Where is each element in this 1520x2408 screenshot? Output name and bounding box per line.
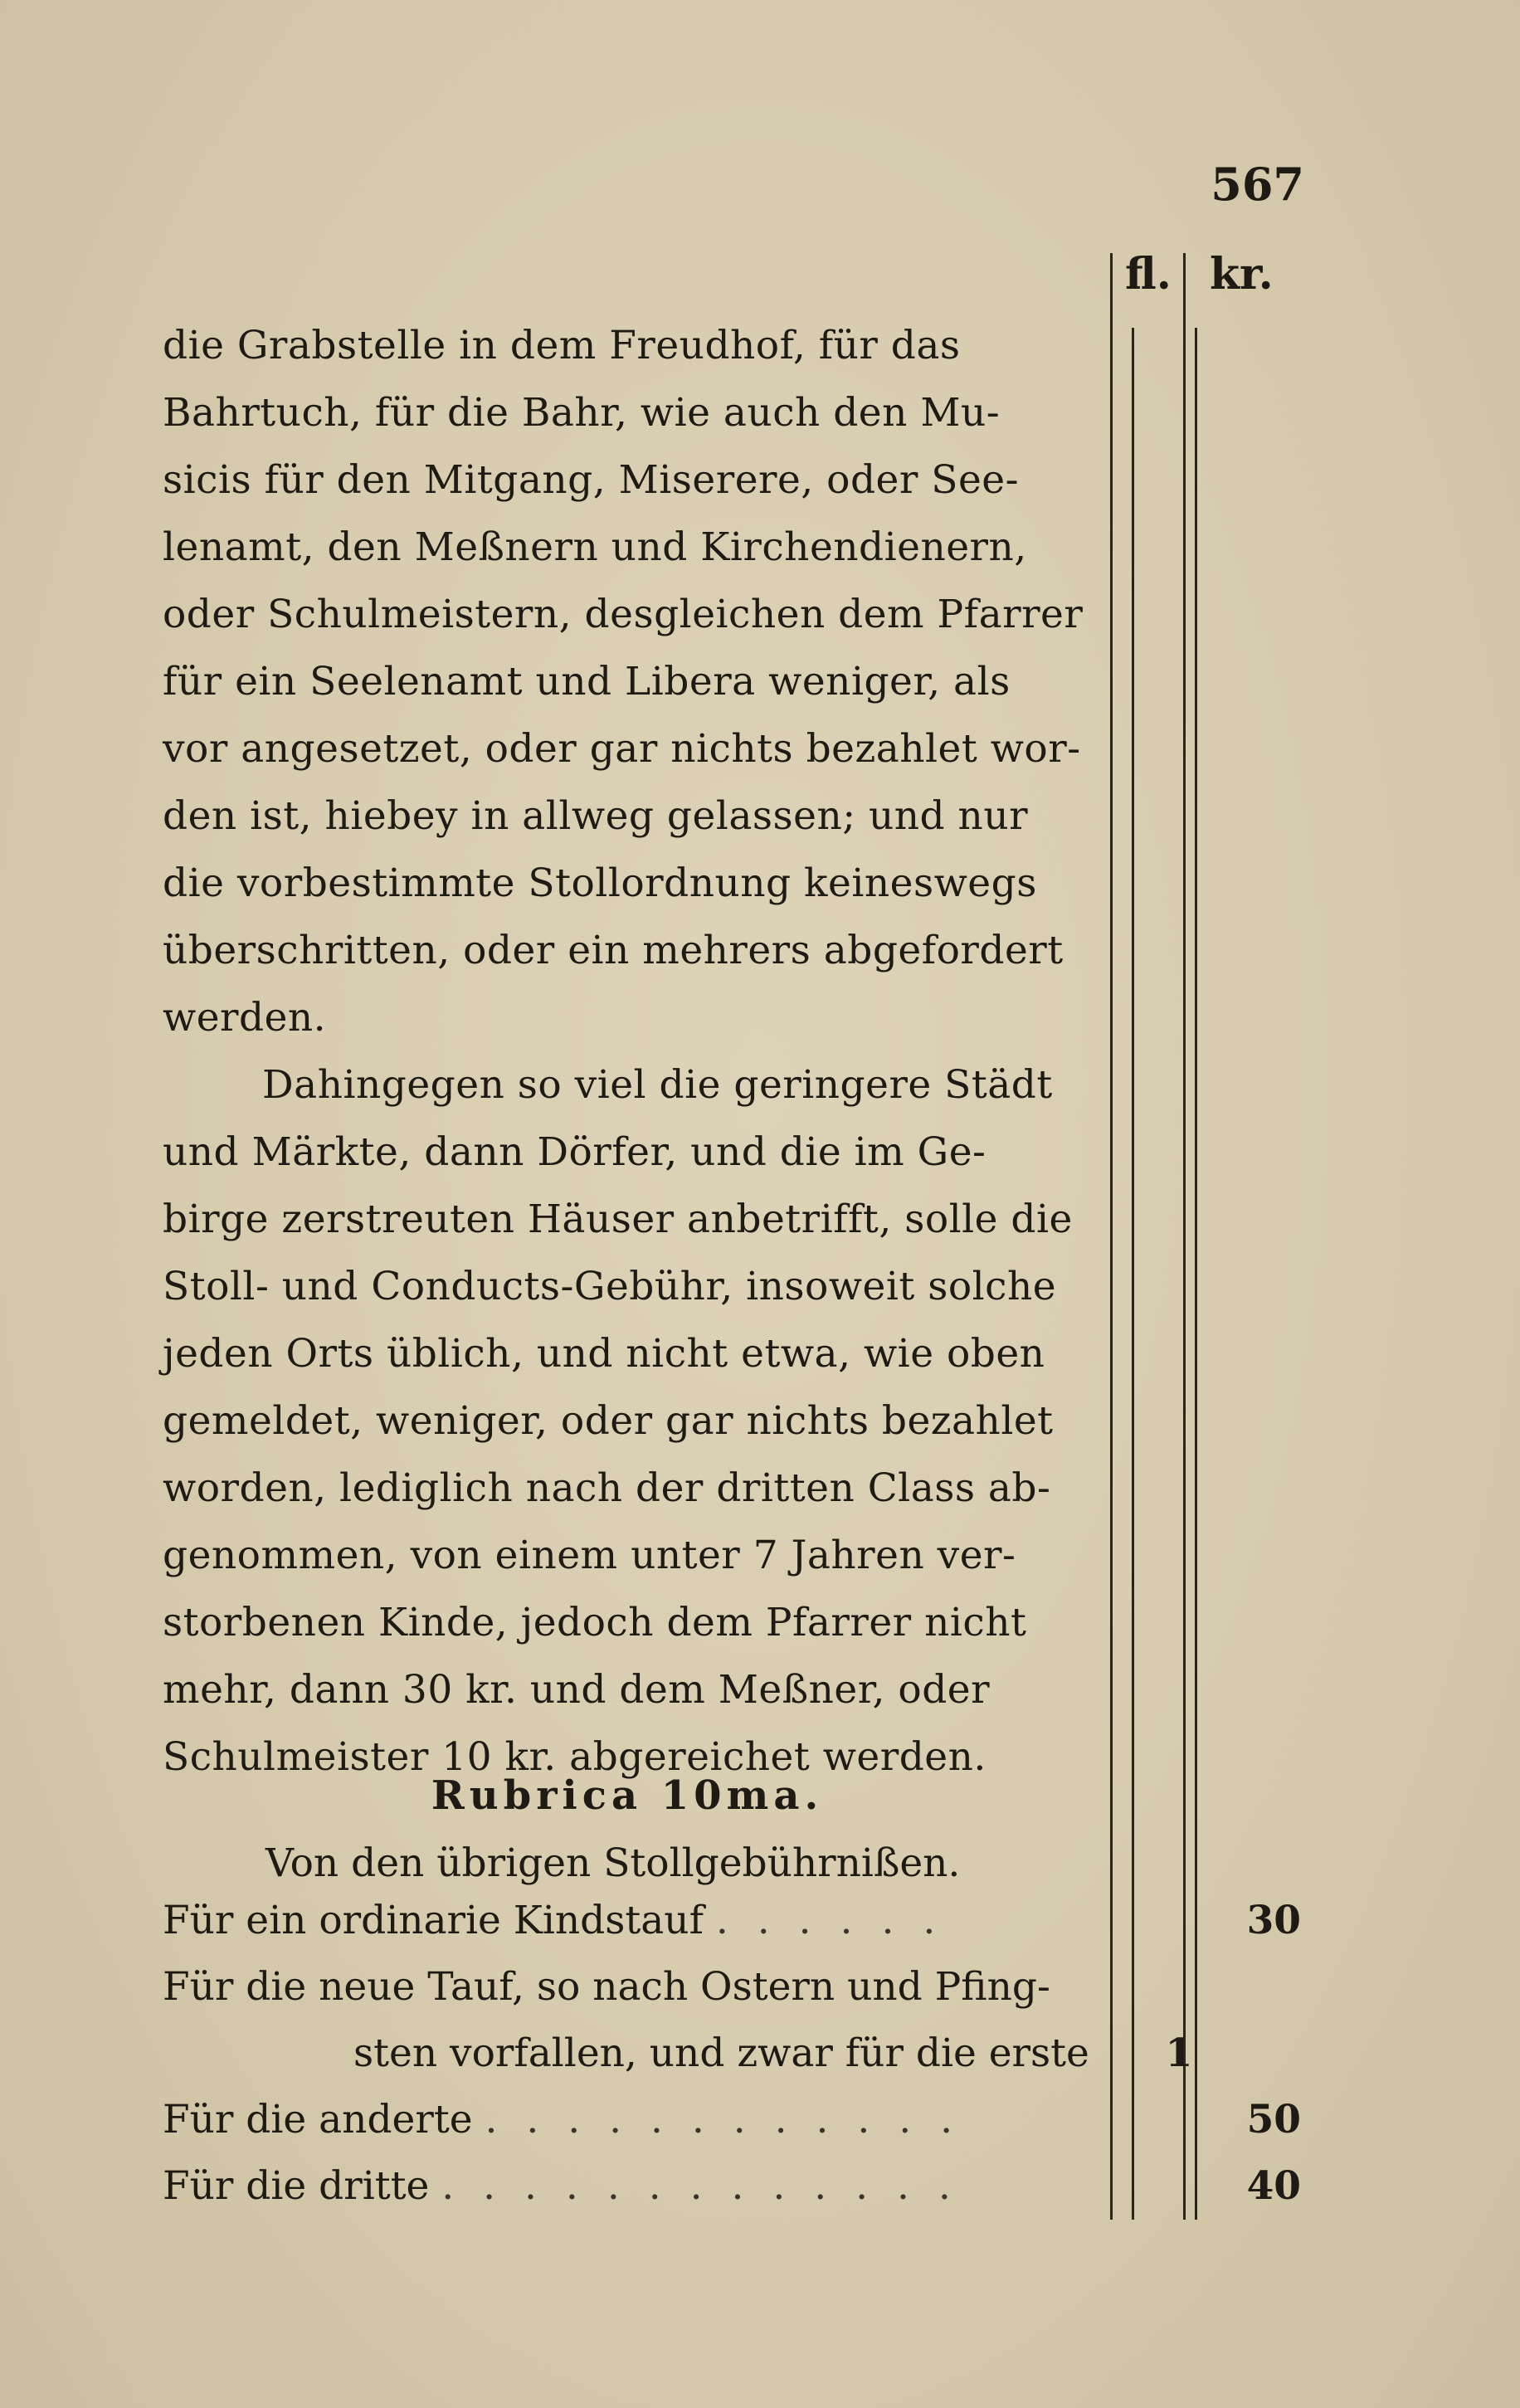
text-line: vor angesetzet, oder gar nichts bezahlet wor- [163,726,1081,772]
text-line: Bahrtuch, für die Bahr, wie auch den Mu- [163,390,1001,436]
text-line: birge zerstreuten Häuser anbetrifft, solle die [163,1197,1073,1242]
section-heading: Rubrica 10ma. [431,1772,824,1819]
fee-kr-value: 40 [1246,2163,1301,2209]
text-line: jeden Orts üblich, und nicht etwa, wie oben [163,1331,1045,1377]
text-line: den ist, hiebey in allweg gelassen; und nur [163,793,1029,839]
fee-table [163,1888,1324,2220]
text-line: worden, lediglich nach der dritten Class ab- [163,1465,1051,1511]
fee-kr-value: 50 [1246,2097,1301,2142]
text-line: gemeldet, weniger, oder gar nichts bezahlet [163,1398,1054,1444]
text-line: sicis für den Mitgang, Miserere, oder See- [163,457,1019,503]
fee-fl-value: 1 [1165,2030,1193,2076]
text-line: genommen, von einem unter 7 Jahren ver- [163,1533,1016,1578]
text-line: oder Schulmeistern, desgleichen dem Pfarrer [163,592,1084,637]
fee-label: Für die neue Tauf, so nach Ostern und Pfing- [163,1964,1050,2010]
text-line: die vorbestimmte Stollordnung keineswegs [163,860,1037,906]
text-line: werden. [163,995,327,1041]
section-subheading: Von den übrigen Stollgebührnißen. [266,1840,961,1886]
main-text [163,312,1092,1791]
fee-label: Für ein ordinarie Kindstauf . . . . . . [163,1898,944,1943]
text-line: die Grabstelle in dem Freudhof, für das [163,323,961,368]
column-header-fl: fl. [1125,249,1172,300]
text-line: Stoll- und Conducts-Gebühr, insoweit solche [163,1264,1057,1309]
page-number: 567 [1211,158,1304,211]
text-line: lenamt, den Meßnern und Kirchendienern, [163,524,1027,570]
fee-row [163,2020,1324,2087]
fee-kr-value: 30 [1246,1898,1301,1943]
fee-row [163,1888,1324,1954]
fee-label-continued: sten vorfallen, und zwar für die erste [353,2030,1089,2076]
fee-label: Für die anderte . . . . . . . . . . . . [163,2097,962,2142]
fee-row [163,1954,1324,2020]
text-line: Schulmeister 10 kr. abgereichet werden. [163,1734,987,1780]
text-line: für ein Seelenamt und Libera weniger, als [163,659,1011,704]
text-line: mehr, dann 30 kr. und dem Meßner, oder [163,1667,991,1713]
text-line: und Märkte, dann Dörfer, und die im Ge- [163,1129,987,1175]
column-header-kr: kr. [1210,249,1274,300]
text-line: storbenen Kinde, jedoch dem Pfarrer nicht [163,1600,1027,1645]
fee-row [163,2153,1324,2220]
fee-row [163,2087,1324,2153]
fee-label: Für die dritte . . . . . . . . . . . . . [163,2163,959,2209]
text-line: überschritten, oder ein mehrers abgefordert [163,928,1064,973]
paragraph-start-line: Dahingegen so viel die geringere Städt [262,1062,1053,1108]
